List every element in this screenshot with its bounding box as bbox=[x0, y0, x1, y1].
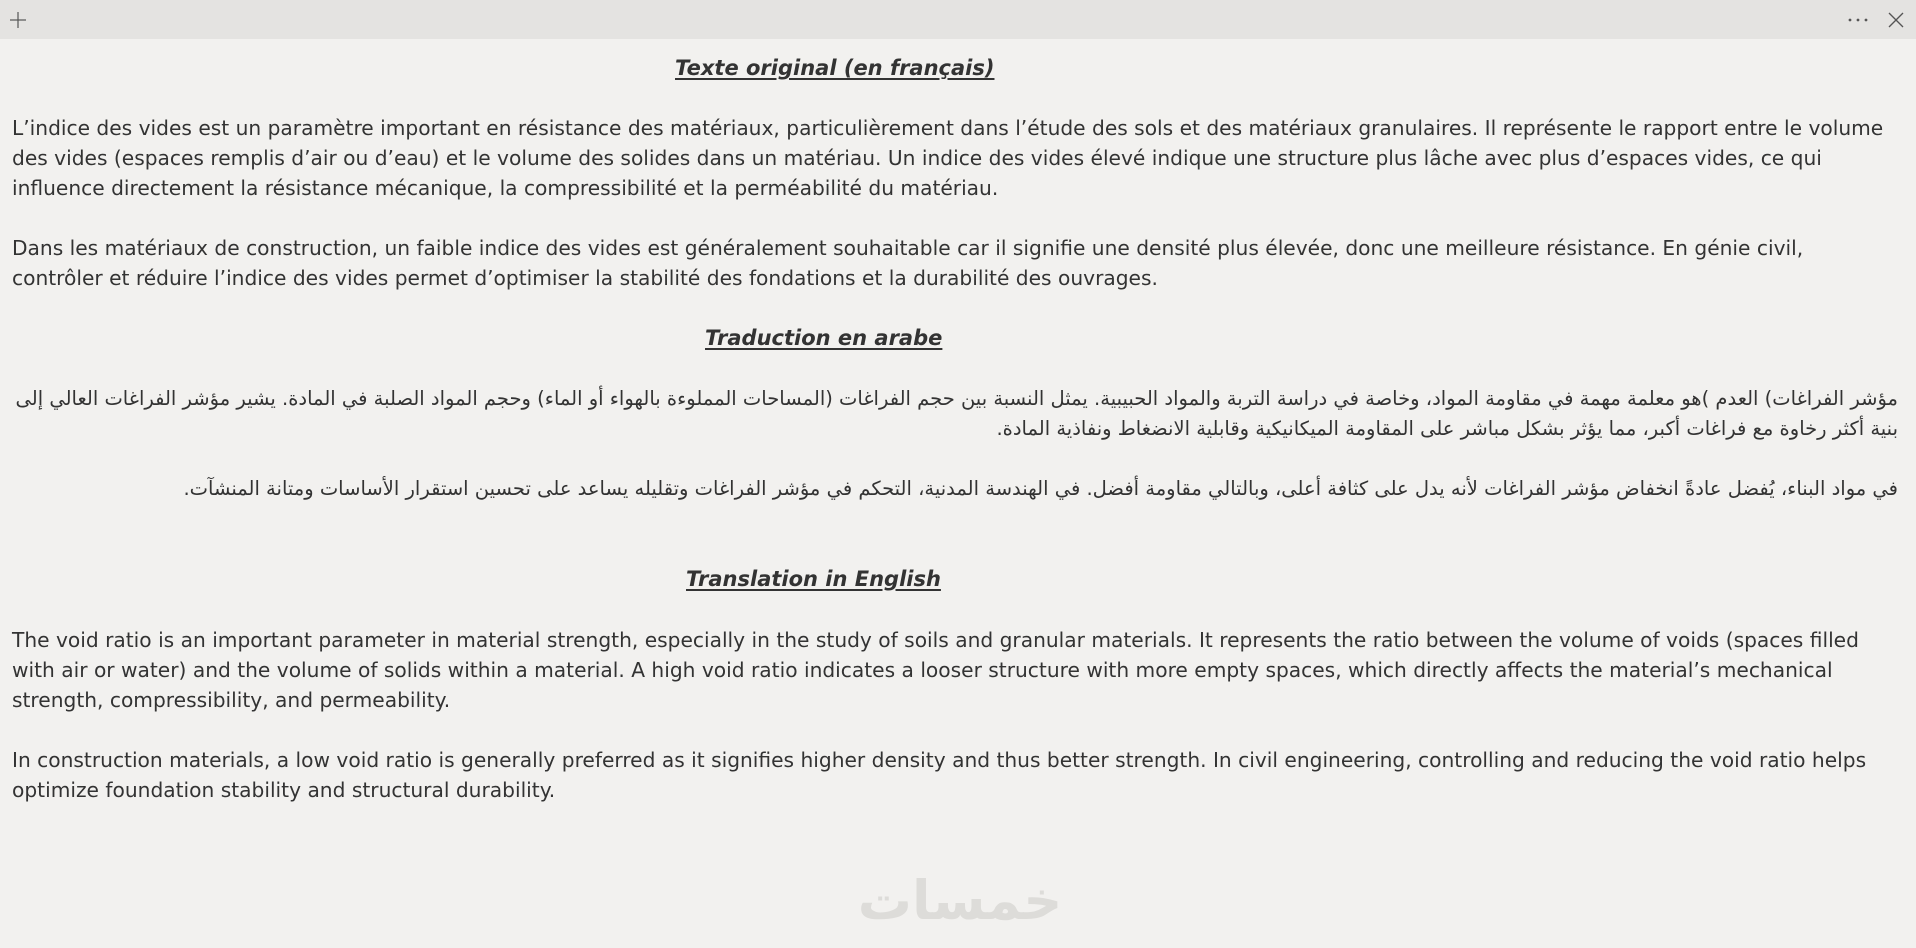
arabic-heading: Traduction en arabe bbox=[705, 326, 943, 350]
close-icon bbox=[1887, 11, 1905, 29]
arabic-paragraph-2: في مواد البناء، يُفضل عادةً انخفاض مؤشر الفراغات لأنه يدل على كثافة أعلى، وبالتالي مقاومة أفضل. في الهندسة المدنية، التحكم في مؤشر الفراغات وتقليله يساعد على تحسين استقرار الأساسات ومتانة المنشآت. bbox=[183, 477, 1898, 500]
new-tab-button[interactable] bbox=[0, 0, 36, 39]
window-titlebar bbox=[0, 0, 1916, 39]
arabic-paragraph-1: مؤشر الفراغات) العدم )هو معلمة مهمة في مقاومة المواد، وخاصة في دراسة التربة والمواد الحبيبية. يمثل النسبة بين حجم الفراغات (المساحات المملوءة بالهواء أو الماء) وحجم المواد الصلبة في المادة. يشير مؤشر الفراغات العالي إلى بنية أكثر رخاوة مع فراغات أكبر، مما يؤثر بشكل مباشر على المقاومة الميكانيكية وقابلية الانضغاط ونفاذية المادة. bbox=[15, 387, 1898, 440]
khamsat-watermark: خمسات bbox=[857, 868, 1063, 932]
ellipsis-icon bbox=[1847, 16, 1869, 24]
french-paragraph-2: Dans les matériaux de construction, un faible indice des vides est généralement souhaitable car il signifie une densité plus élevée, donc une meilleure résistance. En génie civil, contrôler et réduire l’indice des vides permet d’optimiser la stabilité des fondations et la durabilité des ouvrages. bbox=[12, 236, 1804, 290]
english-paragraph-1: The void ratio is an important parameter in material strength, especially in the study of soils and granular materials. It represents the ratio between the volume of voids (spaces filled with air or water) and the volume of solids within a material. A high void ratio indicates a looser structure with more empty spaces, which directly affects the material’s mechanical strength, compressibility, and permeability. bbox=[12, 628, 1859, 712]
french-paragraph-1: L’indice des vides est un paramètre important en résistance des matériaux, particulièrement dans l’étude des sols et des matériaux granulaires. Il représente le rapport entre le volume des vides (espaces remplis d’air ou d’eau) et le volume des solides dans un matériau. Un indice des vides élevé indique une structure plus lâche avec plus d’espaces vides, ce qui influence directement la résistance mécanique, la compressibilité et la perméabilité du matériau. bbox=[12, 116, 1884, 200]
close-button[interactable] bbox=[1874, 0, 1916, 39]
french-heading: Texte original (en français) bbox=[675, 56, 995, 80]
plus-icon bbox=[8, 10, 28, 30]
english-paragraph-2: In construction materials, a low void ratio is generally preferred as it signifies higher density and thus better strength. In civil engineering, controlling and reducing the void ratio helps optimize foundation stability and structural durability. bbox=[12, 748, 1867, 802]
english-heading: Translation in English bbox=[686, 567, 941, 591]
